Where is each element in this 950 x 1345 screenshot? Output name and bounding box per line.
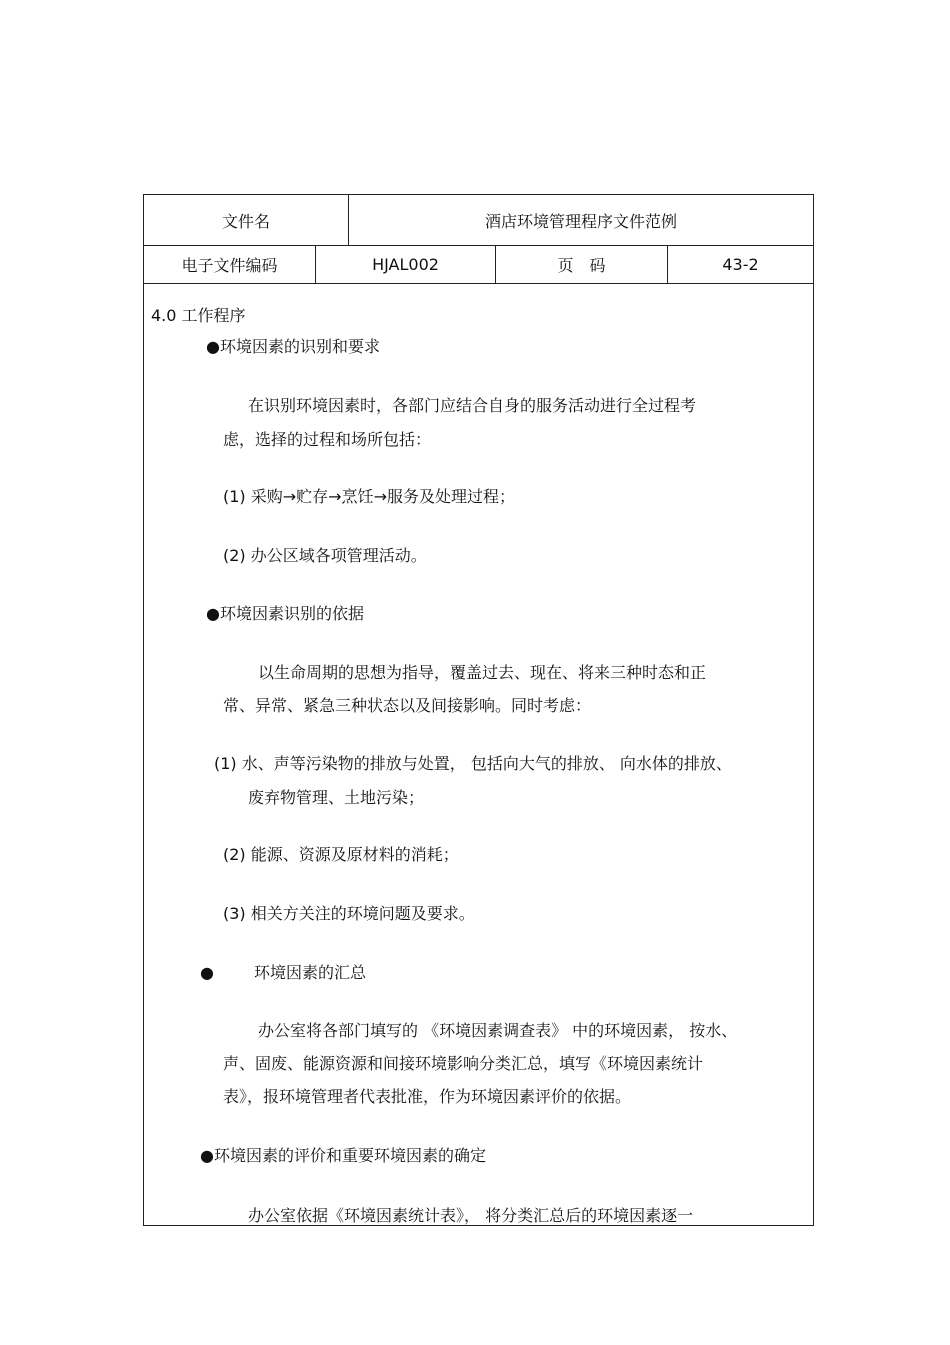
- file-name-label: 文件名: [221, 211, 270, 231]
- heading-basis: ●环境因素识别的依据: [206, 604, 364, 623]
- list-item-2-2: (2) 能源、资源及原材料的消耗；: [223, 845, 459, 864]
- list-item-1-2: (2) 办公区域各项管理活动。: [223, 546, 427, 565]
- code-value: HJAL002: [315, 246, 495, 283]
- list-item-2-1-line-1: (1) 水、声等污染物的排放与处置， 包括向大气的排放、 向水体的排放、: [214, 754, 732, 773]
- list-item-2-1-line-2: 废弃物管理、土地污染；: [248, 788, 425, 807]
- list-item-2-3: (3) 相关方关注的环境问题及要求。: [223, 904, 475, 923]
- page-label: 页 码: [495, 246, 667, 283]
- heading-summary: 环境因素的汇总: [254, 963, 367, 982]
- paragraph-3-line-2: 声、固废、能源资源和间接环境影响分类汇总，填写《环境因素统计: [223, 1054, 704, 1073]
- header-row-file-name: [144, 195, 813, 246]
- paragraph-1-line-2: 虑，选择的过程和场所包括：: [223, 430, 432, 449]
- heading-identification: ●环境因素的识别和要求: [206, 337, 380, 356]
- paragraph-4-line-1: 办公室依据《环境因素统计表》， 将分类汇总后的环境因素逐一: [248, 1206, 694, 1225]
- code-label: 电子文件编码: [181, 256, 278, 275]
- paragraph-2-line-1: 以生命周期的思想为指导，覆盖过去、现在、将来三种时态和正: [258, 663, 707, 682]
- paragraph-1-line-1: 在识别环境因素时，各部门应结合自身的服务活动进行全过程考: [248, 396, 697, 415]
- header-row-code: [144, 246, 813, 284]
- paragraph-3-line-1: 办公室将各部门填写的 《环境因素调查表》 中的环境因素， 按水、: [258, 1021, 738, 1040]
- paragraph-3-line-3: 表》，报环境管理者代表批准，作为环境因素评价的依据。: [223, 1087, 632, 1106]
- list-item-1-1: (1) 采购→贮存→烹饪→服务及处理过程；: [223, 487, 515, 506]
- section-title: 4.0 工作程序: [151, 306, 246, 325]
- file-name-value: 酒店环境管理程序文件范例: [348, 195, 813, 245]
- heading-evaluation: ●环境因素的评价和重要环境因素的确定: [200, 1146, 486, 1165]
- paragraph-2-line-2: 常、异常、紧急三种状态以及间接影响。同时考虑：: [223, 696, 592, 715]
- page-value: 43-2: [667, 246, 813, 283]
- bullet-icon: ●: [200, 963, 214, 982]
